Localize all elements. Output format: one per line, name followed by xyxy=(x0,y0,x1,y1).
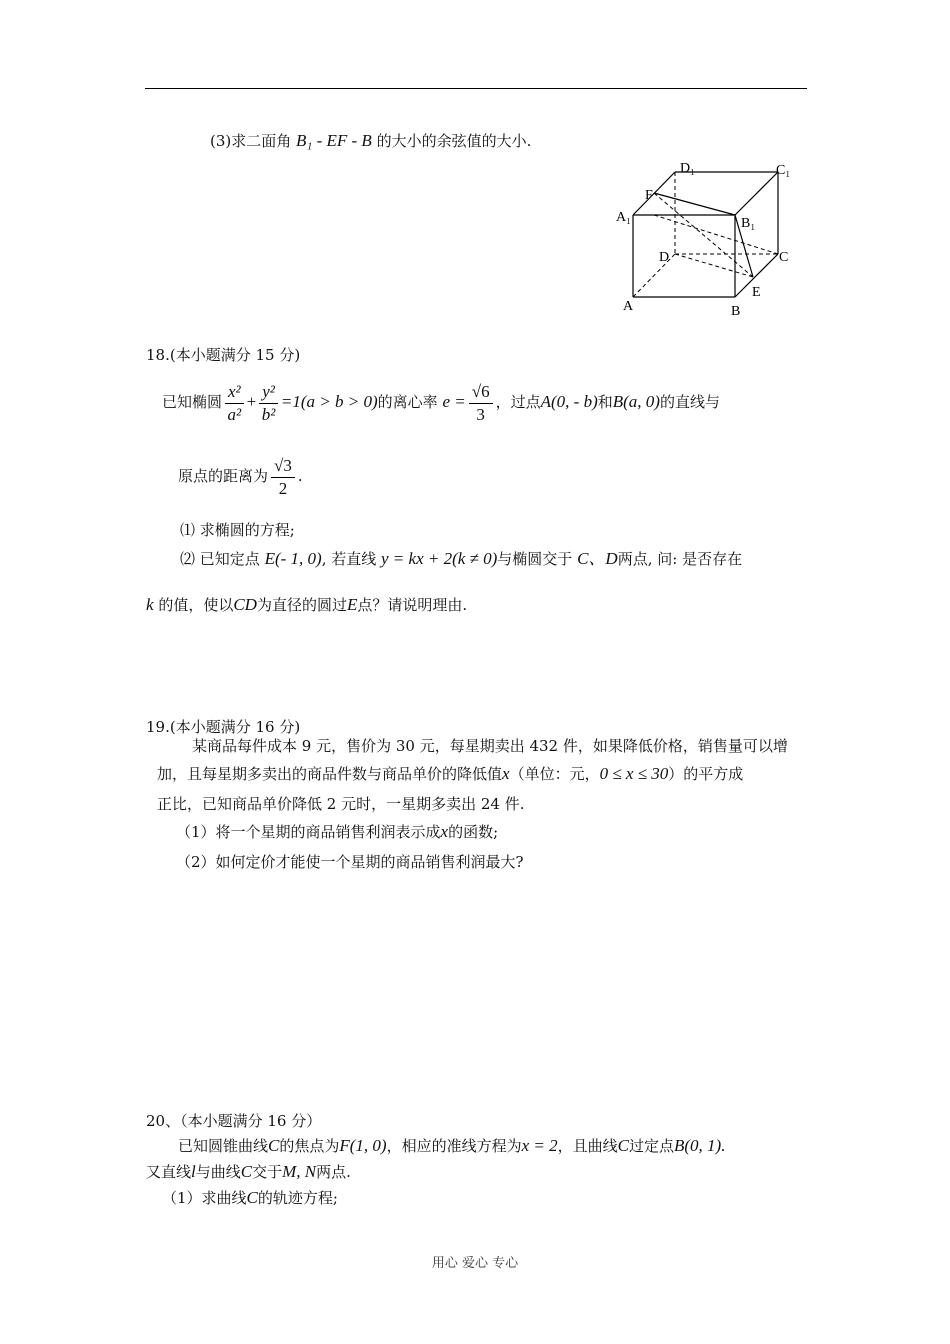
segment-cd: CD xyxy=(233,595,257,614)
label-d: D xyxy=(659,250,670,265)
q18-l2-post: . xyxy=(297,467,303,485)
q20-l2-mid2: 交于 xyxy=(252,1163,283,1181)
q20-l2-post: 两点. xyxy=(316,1163,351,1181)
q18-l2-pre: 原点的距离为 xyxy=(178,467,269,485)
q19-p1-post: 的函数; xyxy=(448,823,499,841)
d-num: √3 xyxy=(271,455,295,478)
q18-p2-pre: ⑵ 已知定点 xyxy=(180,550,260,568)
points-cd: C、D xyxy=(577,549,618,568)
label-e: E xyxy=(752,285,761,300)
q18-p2-post: 两点, 问: 是否存在 xyxy=(617,550,743,568)
frac-y2-b2 xyxy=(259,381,278,426)
frac-x-den: a² xyxy=(227,404,242,424)
point-a: A(0, - b) xyxy=(540,392,598,411)
frac-e xyxy=(469,381,493,426)
q19-heading: 19.(本小题满分 16 分) xyxy=(146,718,301,736)
header-rule xyxy=(145,88,807,89)
q20-line2 xyxy=(146,1162,351,1182)
q19-l2-pre: 加，且每星期多卖出的商品件数与商品单价的降低值 xyxy=(157,765,503,783)
q17-part3-pre: (3)求二面角 xyxy=(210,132,292,150)
q18-l1-mid2: ，过点 xyxy=(495,393,541,411)
label-b1: B₁ xyxy=(741,216,756,231)
q18-line2 xyxy=(178,452,303,500)
e-den: 3 xyxy=(476,404,485,424)
points-mn: M, N xyxy=(282,1162,317,1181)
frac-y-num: y² xyxy=(259,381,278,404)
frac-x-num: x² xyxy=(225,381,244,404)
edge-b1c1 xyxy=(735,172,778,215)
e-eq: e = xyxy=(442,392,466,411)
q18-l1-post: 的直线与 xyxy=(659,393,720,411)
q19-p1-pre: （1）将一个星期的商品销售利润表示成 xyxy=(176,823,441,841)
point-e: E(- 1, 0) xyxy=(264,549,322,568)
segment-fb1 xyxy=(654,193,735,215)
q18-p2-mid: , 若直线 xyxy=(321,550,377,568)
segment-de xyxy=(675,254,753,277)
directrix: x = 2 xyxy=(521,1136,558,1155)
x-range: 0 ≤ x ≤ 30 xyxy=(599,764,669,783)
page-footer: 用心 爱心 专心 xyxy=(431,1256,519,1271)
q20-l1-mid3: ，且曲线 xyxy=(557,1137,618,1155)
var-x-2: x xyxy=(440,822,449,841)
label-c: C xyxy=(779,250,789,265)
segment-diag xyxy=(654,215,778,254)
q20-l1-mid4: 过定点 xyxy=(629,1137,675,1155)
q20-l1-mid: 的焦点为 xyxy=(279,1137,340,1155)
frac-x2-a2 xyxy=(225,381,244,426)
e-num: √6 xyxy=(469,381,493,404)
q19-l2-mid: （单位：元， xyxy=(509,765,600,783)
q17-part3-math: B₁ - EF - B xyxy=(296,131,372,150)
curve-c-4: C xyxy=(246,1188,258,1207)
var-x: x xyxy=(502,764,510,783)
q18-part2 xyxy=(180,549,742,569)
label-c1: C₁ xyxy=(776,163,791,178)
line-l: l xyxy=(191,1162,196,1181)
q19-part1 xyxy=(176,822,498,842)
focus-f: F(1, 0) xyxy=(339,1136,387,1155)
q19-part2: （2）如何定价才能使一个星期的商品销售利润最大? xyxy=(176,853,524,871)
frac-distance xyxy=(271,455,295,500)
q19-l2-post: ）的平方成 xyxy=(668,765,744,783)
q19-line2 xyxy=(157,764,743,784)
label-a: A xyxy=(623,299,634,314)
curve-c-3: C xyxy=(240,1162,253,1181)
q20-l2-pre: 又直线 xyxy=(146,1163,192,1181)
label-f: F xyxy=(645,188,653,203)
q20-p1-post: 的轨迹方程; xyxy=(257,1189,338,1207)
point-e-ref: E xyxy=(346,595,358,614)
q18-part1: ⑴ 求椭圆的方程; xyxy=(180,521,295,539)
q20-p1-pre: （1）求曲线 xyxy=(162,1189,247,1207)
q18-he: 和 xyxy=(597,393,613,411)
q18-heading: 18.(本小题满分 15 分) xyxy=(146,346,301,364)
line-equation: y = kx + 2(k ≠ 0) xyxy=(381,549,498,568)
point-b: B(a, 0) xyxy=(612,392,660,411)
q20-l1-pre: 已知圆锥曲线 xyxy=(178,1137,269,1155)
q18-p2-mid2: 与椭圆交于 xyxy=(497,550,573,568)
q19-line1: 某商品每件成本 9 元，售价为 30 元，每星期卖出 432 件，如果降低价格，销售量可以增 xyxy=(192,737,788,755)
q17-part3-post: 的大小的余弦值的大小. xyxy=(376,132,532,150)
label-a1: A₁ xyxy=(616,210,631,225)
point-b-fixed: B(0, 1). xyxy=(674,1136,726,1155)
q18-part2-cont xyxy=(146,595,467,615)
q18-line1 xyxy=(162,378,720,426)
q18-p3-mid2: 为直径的圆过 xyxy=(256,596,347,614)
q18-l1-mid: 的离心率 xyxy=(377,393,438,411)
frac-y-den: b² xyxy=(261,404,276,424)
curve-c-2: C xyxy=(617,1136,629,1155)
q18-p3-mid: 的值，使以 xyxy=(158,596,234,614)
q17-part3 xyxy=(210,131,531,151)
label-d1: D₁ xyxy=(680,161,695,176)
d-den: 2 xyxy=(278,478,288,498)
q18-l1-pre: 已知椭圆 xyxy=(162,393,223,411)
q18-p3-post: 点？请说明理由. xyxy=(357,596,468,614)
q20-part1 xyxy=(162,1188,338,1208)
curve-c: C xyxy=(268,1136,280,1155)
q20-heading: 20、（本小题满分 16 分） xyxy=(146,1112,322,1130)
label-b: B xyxy=(731,304,741,319)
q20-l2-mid: 与曲线 xyxy=(195,1163,241,1181)
plus-sign: + xyxy=(246,392,257,411)
q19-line3: 正比，已知商品单价降低 2 元时，一星期多卖出 24 件. xyxy=(157,795,525,813)
cube-figure xyxy=(608,155,808,325)
ellipse-condition: =1(a > b > 0) xyxy=(280,392,378,411)
q20-l1-mid2: ，相应的准线方程为 xyxy=(386,1137,522,1155)
var-k: k xyxy=(146,595,154,614)
q20-line1 xyxy=(178,1136,725,1156)
